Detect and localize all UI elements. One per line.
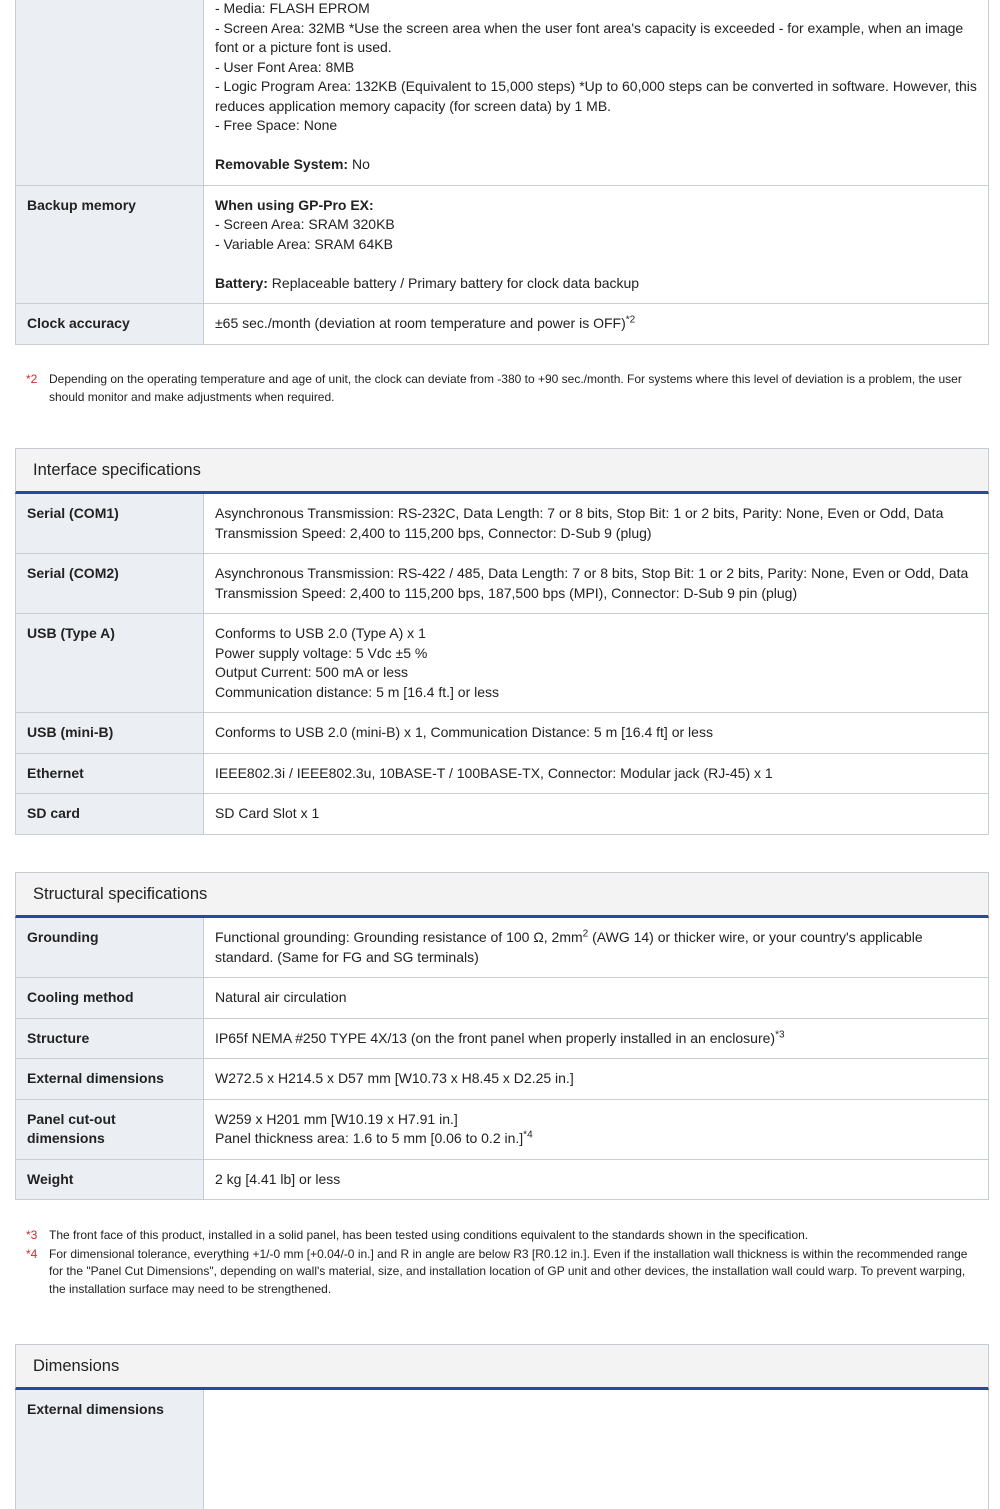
dimensions-section — [15, 1344, 989, 1509]
backup-heading: When using GP-Pro EX: — [215, 196, 374, 213]
row-value: Asynchronous Transmission: RS-422 / 485, Data Length: 7 or 8 bits, Stop Bit: 1 or 2 bits, Parity: None, Even or Odd, Data Transmission Speed: 2,400 to 115,200 bps, 187,500 bps (MPI), Connector: D-Sub 9 pin (plug) — [204, 554, 989, 614]
backup-line: - Screen Area: SRAM 320KB — [215, 216, 395, 232]
row-value: W259 x H201 mm [W10.19 x H7.91 in.] Panel thickness area: 1.6 to 5 mm [0.06 to 0.2 in.]$^{*4}$ — [204, 1099, 989, 1159]
section-title: Dimensions — [15, 1344, 989, 1390]
table-row — [16, 185, 989, 304]
memory-line: - Logic Program Area: 132KB (Equivalent to 15,000 steps) *Up to 60,000 steps can be converted in software. However, this reduces application memory capacity (for screen data) by 1 MB. — [215, 78, 977, 114]
dimensions-spec-table — [15, 1390, 989, 1509]
table-row — [16, 554, 989, 614]
footnotes-1 — [26, 371, 976, 407]
battery-line: Battery: Replaceable battery / Primary battery for clock data backup — [215, 274, 640, 291]
memory-line: - Screen Area: 32MB *Use the screen area when the user font area's capacity is exceeded - for example, when an image font or a picture font is used. — [215, 19, 964, 55]
memory-line: - User Font Area: 8MB — [215, 58, 355, 75]
footnote: *3 The front face of this product, installed in a solid panel, has been tested using conditions equivalent to the standards shown in the specification. — [26, 1228, 809, 1242]
table-row — [16, 978, 989, 1019]
memory-spec-table — [15, 0, 989, 345]
row-key: Ethernet — [16, 753, 204, 794]
row-value: Natural air circulation — [204, 978, 989, 1019]
row-key: Weight — [16, 1159, 204, 1200]
row-key: USB (Type A) — [16, 614, 204, 713]
row-key: External dimensions — [16, 1390, 204, 1509]
removable-line: Removable System: No — [215, 156, 370, 172]
table-row — [16, 1099, 989, 1159]
row-key: Cooling method — [16, 978, 204, 1019]
row-key: Clock accuracy — [16, 304, 204, 345]
structural-section — [15, 872, 989, 1200]
row-value: Functional grounding: Grounding resistance of 100 Ω, $2mm^2$ (AWG 14) or thicker wire, or your country's applicable standard. (Same for FG and SG terminals) — [204, 918, 989, 978]
table-row — [16, 753, 989, 794]
row-key: Backup memory — [16, 185, 204, 304]
table-row — [16, 918, 989, 978]
footnote-ref: *2 — [625, 314, 636, 326]
row-value: ±65 sec./month (deviation at room temperature and power is OFF)$^{*2}$ — [204, 304, 989, 345]
table-row — [16, 1059, 989, 1100]
row-value: SD Card Slot x 1 — [204, 794, 989, 835]
row-value: Conforms to USB 2.0 (mini-B) x 1, Communication Distance: 5 m [16.4 ft] or less — [204, 713, 989, 754]
memory-table-section — [15, 0, 989, 345]
memory-line: - Free Space: None — [215, 117, 338, 133]
row-key-empty — [16, 0, 204, 185]
row-key: Grounding — [16, 918, 204, 978]
row-key: Structure — [16, 1018, 204, 1059]
backup-line: - Variable Area: SRAM 64KB — [215, 235, 393, 252]
row-value: W272.5 x H214.5 x D57 mm [W10.73 x H8.45 x D2.25 in.] — [204, 1059, 989, 1100]
footnote-ref: *3 — [775, 1028, 785, 1040]
row-key: External dimensions — [16, 1059, 204, 1100]
row-value — [204, 185, 989, 304]
table-row — [16, 0, 989, 185]
row-key: Panel cut-out dimensions — [16, 1099, 204, 1159]
table-row — [16, 713, 989, 754]
row-key: SD card — [16, 794, 204, 835]
interface-spec-table — [15, 494, 989, 835]
footnote: *4 For dimensional tolerance, everything +1/-0 mm [+0.04/-0 in.] and R in angle are below R3 [R0.12 in.]. Even if the installation wall thickness is within the recommended range for the "Panel Cut Dimensions", depending on wall's material, size, and installation location of GP unit and other devices, the installation wall could warp. To prevent warping, the installation surface may need to be strengthened. — [26, 1246, 968, 1296]
footnotes-2 — [26, 1227, 976, 1299]
table-row — [16, 1018, 989, 1059]
row-key: USB (mini-B) — [16, 713, 204, 754]
table-row — [16, 304, 989, 345]
row-value-empty — [204, 1390, 989, 1509]
table-row — [16, 794, 989, 835]
table-row — [16, 1159, 989, 1200]
table-row — [16, 494, 989, 554]
table-row — [16, 1390, 989, 1509]
row-value: IP65f NEMA #250 TYPE 4X/13 (on the front panel when properly installed in an enclosure)$^{*3}$ — [204, 1018, 989, 1059]
row-key: Serial (COM2) — [16, 554, 204, 614]
row-value: 2 kg [4.41 lb] or less — [204, 1159, 989, 1200]
interface-section — [15, 448, 989, 835]
structural-spec-table — [15, 918, 989, 1200]
section-title: Structural specifications — [15, 872, 989, 918]
footnote: *2 Depending on the operating temperature and age of unit, the clock can deviate from -380 to +90 sec./month. For systems where this level of deviation is a problem, the user should monitor and make adjustments when required. — [26, 372, 962, 404]
row-value: Asynchronous Transmission: RS-232C, Data Length: 7 or 8 bits, Stop Bit: 1 or 2 bits, Parity: None, Even or Odd, Data Transmission Speed: 2,400 to 115,200 bps, Connector: D-Sub 9 (plug) — [204, 494, 989, 554]
footnote-ref: *4 — [523, 1129, 533, 1141]
row-key: Serial (COM1) — [16, 494, 204, 554]
row-value: Conforms to USB 2.0 (Type A) x 1 Power supply voltage: 5 Vdc ±5 % Output Current: 500 mA or less Communication distance: 5 m [16.4 ft.] or less — [204, 614, 989, 713]
section-title: Interface specifications — [15, 448, 989, 494]
memory-line: - Media: FLASH EPROM — [215, 0, 370, 16]
table-row — [16, 614, 989, 713]
memory-cont-cell — [204, 0, 989, 185]
row-value: IEEE802.3i / IEEE802.3u, 10BASE-T / 100BASE-TX, Connector: Modular jack (RJ-45) x 1 — [204, 753, 989, 794]
